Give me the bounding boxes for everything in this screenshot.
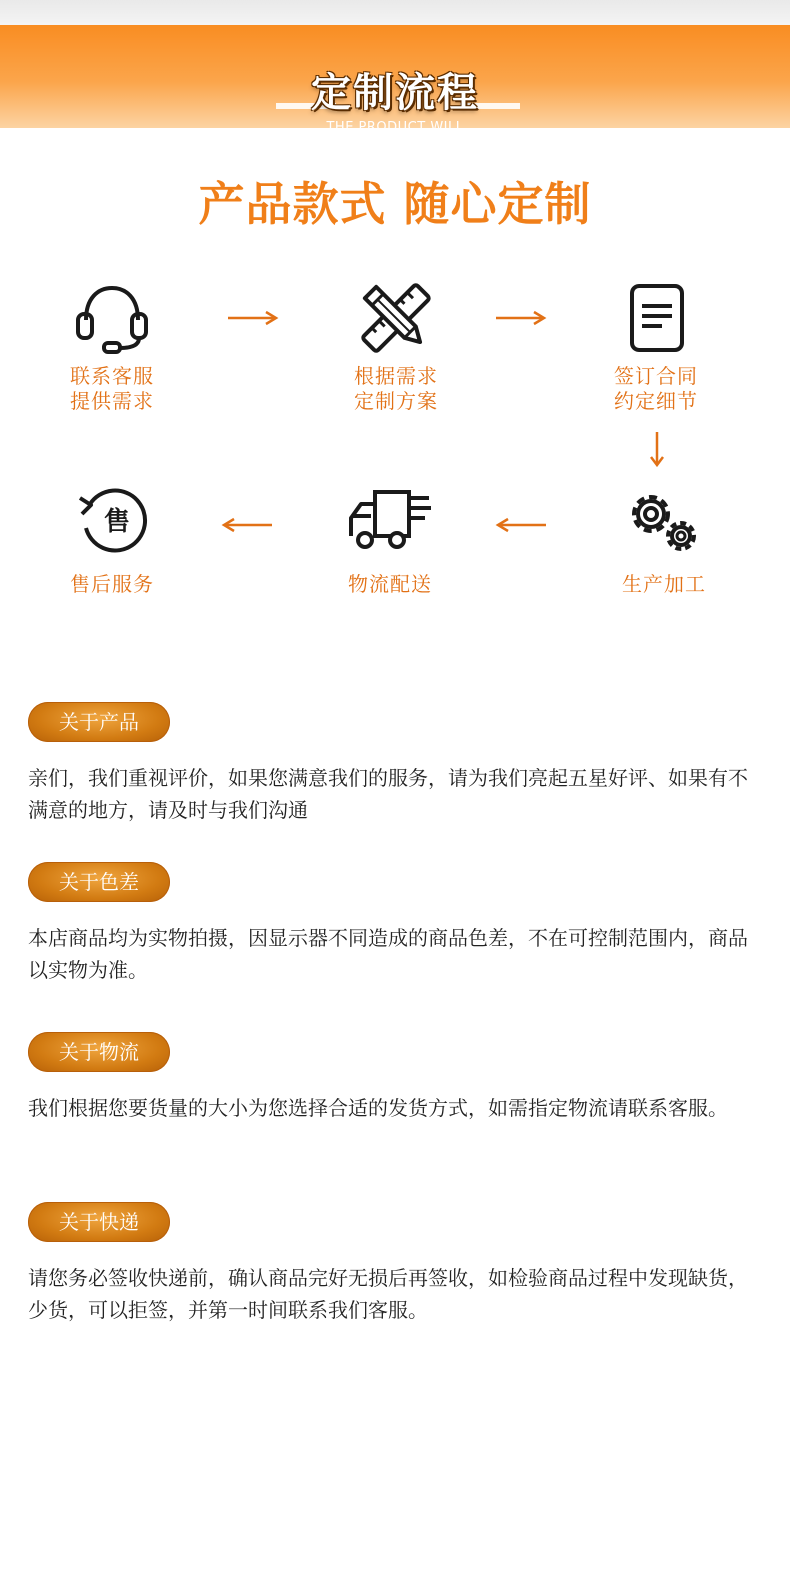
- step-label-line2: 定制方案: [354, 389, 438, 413]
- step-contact-service: [12, 282, 212, 414]
- step-label-line2: 约定细节: [614, 389, 698, 413]
- ruler-pencil-icon: [356, 282, 436, 354]
- section-text-express: 请您务必签收快递前，确认商品完好无损后再签收，如检验商品过程中发现缺货，少货，可以拒签，并第一时间联系我们客服。: [28, 1266, 748, 1322]
- step-label-line1: 联系客服: [70, 364, 154, 388]
- section-title-product: 关于产品: [28, 702, 170, 742]
- section-text-product: 亲们，我们重视评价，如果您满意我们的服务，请为我们亮起五星好评、如果有不满意的地方，请及时与我们沟通: [28, 766, 748, 822]
- step-label-line1: 生产加工: [622, 572, 706, 596]
- gears-icon: [619, 484, 709, 556]
- after-sale-icon: [72, 484, 152, 556]
- banner-subtitle: THE PRODUCT WILL: [326, 120, 464, 135]
- step-after-sale: [12, 484, 212, 597]
- step-label-line1: 签订合同: [614, 364, 698, 388]
- section-title-express: 关于快递: [28, 1202, 170, 1242]
- step-logistics: [290, 484, 490, 597]
- arrow-left-icon: [220, 516, 274, 534]
- step-design-plan: [296, 282, 496, 414]
- truck-icon: [345, 484, 435, 556]
- section-title-color-diff: 关于色差: [28, 862, 170, 902]
- document-icon: [616, 282, 696, 354]
- arrow-right-icon: [494, 309, 548, 327]
- section-text-color-diff: 本店商品均为实物拍摄，因显示器不同造成的商品色差，不在可控制范围内，商品以实物为准。: [28, 926, 748, 982]
- top-strip: [0, 0, 790, 25]
- headline: 产品款式 随心定制: [198, 177, 592, 231]
- step-sign-contract: [556, 282, 756, 414]
- arrow-down-icon: [648, 430, 666, 468]
- section-text-logistics: 我们根据您要货量的大小为您选择合适的发货方式，如需指定物流请联系客服。: [28, 1096, 728, 1120]
- headset-icon: [72, 282, 152, 354]
- banner: [0, 25, 790, 135]
- step-label-line2: 提供需求: [70, 389, 154, 413]
- section-title-logistics: 关于物流: [28, 1032, 170, 1072]
- arrow-right-icon: [226, 309, 280, 327]
- step-label-line1: 物流配送: [348, 572, 432, 596]
- arrow-left-icon: [494, 516, 548, 534]
- step-production: [564, 484, 764, 597]
- step-label-line1: 售后服务: [70, 572, 154, 596]
- after-sale-glyph: 售: [103, 507, 131, 537]
- step-label-line1: 根据需求: [354, 364, 438, 388]
- banner-title: 定制流程: [311, 70, 479, 116]
